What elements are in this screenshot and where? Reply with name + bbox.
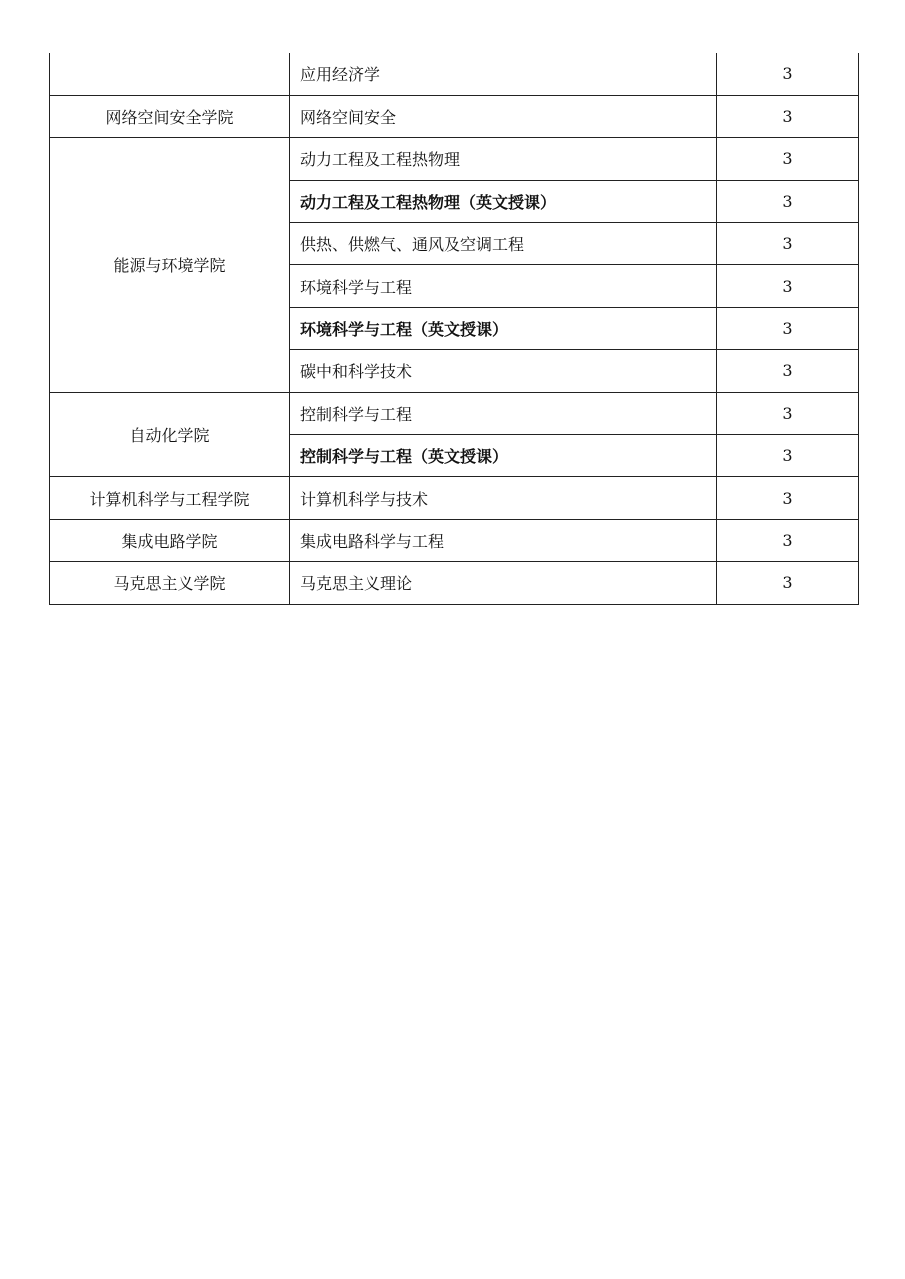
years-cell: 3 bbox=[717, 53, 859, 95]
major-cell: 控制科学与工程（英文授课） bbox=[290, 435, 717, 477]
major-cell: 动力工程及工程热物理 bbox=[290, 138, 717, 180]
major-cell: 控制科学与工程 bbox=[290, 392, 717, 434]
years-cell: 3 bbox=[717, 477, 859, 519]
years-cell: 3 bbox=[717, 223, 859, 265]
major-cell: 应用经济学 bbox=[290, 53, 717, 95]
years-cell: 3 bbox=[717, 138, 859, 180]
years-cell: 3 bbox=[717, 265, 859, 307]
table-row bbox=[50, 477, 859, 519]
table-row bbox=[50, 95, 859, 137]
years-cell: 3 bbox=[717, 519, 859, 561]
table-row bbox=[50, 53, 859, 95]
college-cell: 计算机科学与工程学院 bbox=[50, 477, 290, 519]
major-cell: 环境科学与工程（英文授课） bbox=[290, 307, 717, 349]
college-cell: 自动化学院 bbox=[50, 392, 290, 477]
major-cell: 动力工程及工程热物理（英文授课） bbox=[290, 180, 717, 222]
major-cell: 供热、供燃气、通风及空调工程 bbox=[290, 223, 717, 265]
table-row bbox=[50, 392, 859, 434]
college-cell: 马克思主义学院 bbox=[50, 562, 290, 604]
majors-table bbox=[49, 53, 859, 605]
college-cell bbox=[50, 53, 290, 95]
years-cell: 3 bbox=[717, 95, 859, 137]
college-cell: 集成电路学院 bbox=[50, 519, 290, 561]
years-cell: 3 bbox=[717, 392, 859, 434]
college-cell: 网络空间安全学院 bbox=[50, 95, 290, 137]
table-row bbox=[50, 138, 859, 180]
major-cell: 网络空间安全 bbox=[290, 95, 717, 137]
major-cell: 计算机科学与技术 bbox=[290, 477, 717, 519]
years-cell: 3 bbox=[717, 562, 859, 604]
major-cell: 环境科学与工程 bbox=[290, 265, 717, 307]
years-cell: 3 bbox=[717, 350, 859, 392]
years-cell: 3 bbox=[717, 180, 859, 222]
major-cell: 集成电路科学与工程 bbox=[290, 519, 717, 561]
table-row bbox=[50, 562, 859, 604]
years-cell: 3 bbox=[717, 435, 859, 477]
college-cell: 能源与环境学院 bbox=[50, 138, 290, 392]
table-row bbox=[50, 519, 859, 561]
major-cell: 马克思主义理论 bbox=[290, 562, 717, 604]
years-cell: 3 bbox=[717, 307, 859, 349]
major-cell: 碳中和科学技术 bbox=[290, 350, 717, 392]
